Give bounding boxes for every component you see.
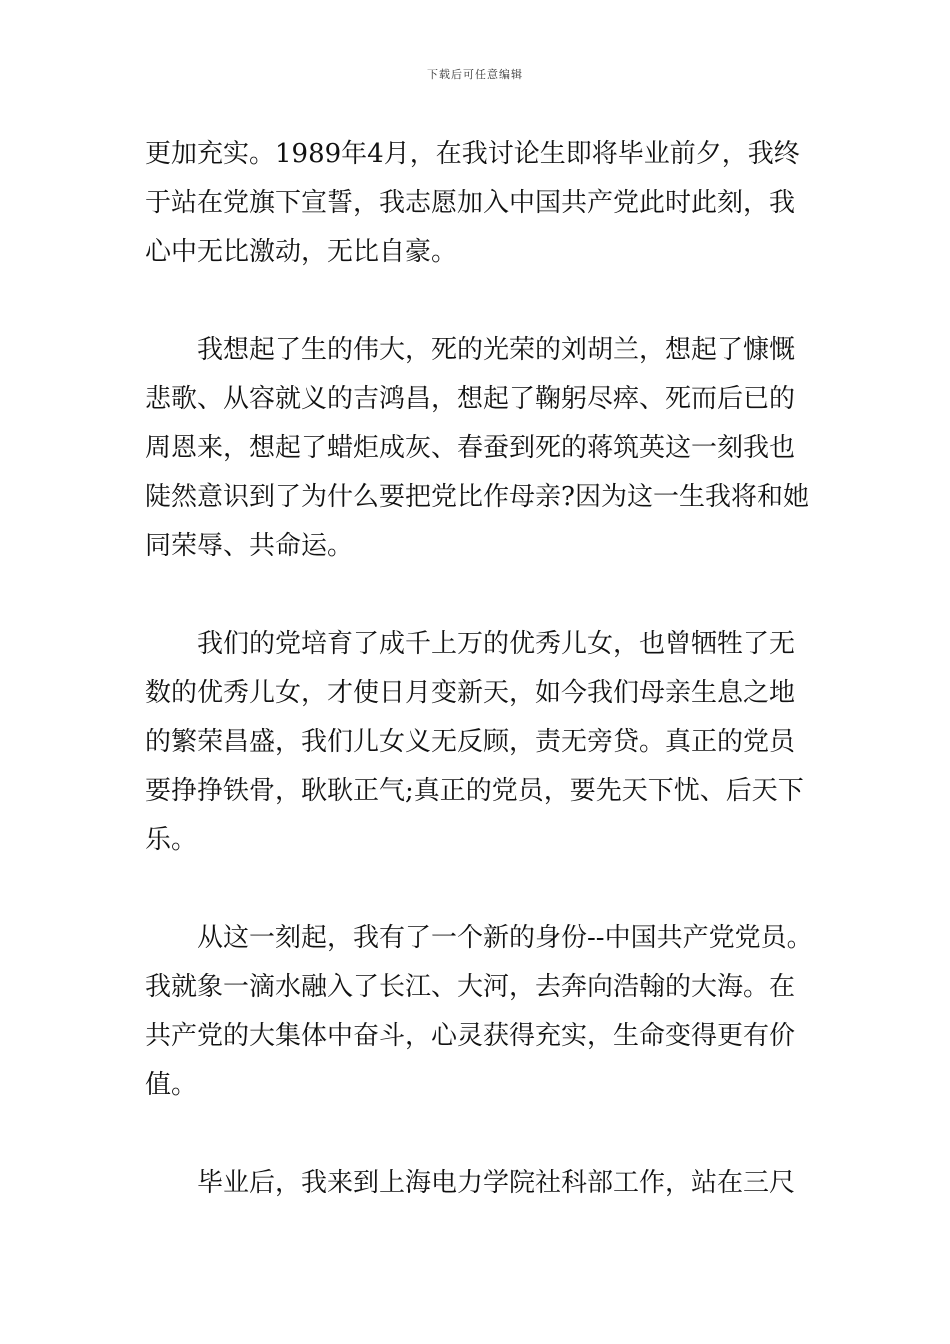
document-body [145, 130, 813, 1257]
text-line: 从这一刻起，我有了一个新的身份--中国共产党党员。 [197, 923, 813, 953]
text-line: 要挣挣铁骨，耿耿正气;真正的党员，要先天下忧、后天下 [145, 776, 804, 806]
text-line: 同荣辱、共命运。 [145, 531, 354, 561]
paragraph-4 [145, 914, 813, 1110]
text-line: 毕业后，我来到上海电力学院社科部工作，站在三尺 [197, 1168, 796, 1198]
text-line: 乐。 [145, 825, 198, 855]
text-line: 我就象一滴水融入了长江、大河，去奔向浩翰的大海。在 [145, 972, 796, 1002]
text-line: 陡然意识到了为什么要把党比作母亲?因为这一生我将和她 [145, 482, 809, 512]
text-line: 悲歌、从容就义的吉鸿昌，想起了鞠躬尽瘁、死而后已的 [145, 384, 796, 414]
paragraph-2 [145, 326, 810, 571]
text-line: 我们的党培育了成千上万的优秀儿女，也曾牺牲了无 [197, 629, 796, 659]
text-line: 更加充实。1989年4月，在我讨论生即将毕业前夕，我终 [145, 139, 800, 169]
page-header-note: 下载后可任意编辑 [427, 68, 523, 81]
paragraph-5 [145, 1159, 810, 1208]
text-line: 周恩来，想起了蜡炬成灰、春蚕到死的蒋筑英这一刻我也 [145, 433, 796, 463]
text-line: 的繁荣昌盛，我们儿女义无反顾，责无旁贷。真正的党员 [145, 727, 796, 757]
text-line: 共产党的大集体中奋斗，心灵获得充实，生命变得更有价 [145, 1021, 796, 1051]
paragraph-3 [145, 620, 810, 865]
text-line: 数的优秀儿女，才使日月变新天，如今我们母亲生息之地 [145, 678, 796, 708]
text-line: 值。 [145, 1070, 198, 1100]
paragraph-1 [145, 130, 810, 277]
text-line: 心中无比激动，无比自豪。 [145, 237, 458, 267]
text-line: 我想起了生的伟大，死的光荣的刘胡兰，想起了慷慨 [197, 335, 796, 365]
text-line: 于站在党旗下宣誓，我志愿加入中国共产党此时此刻，我 [145, 188, 796, 218]
